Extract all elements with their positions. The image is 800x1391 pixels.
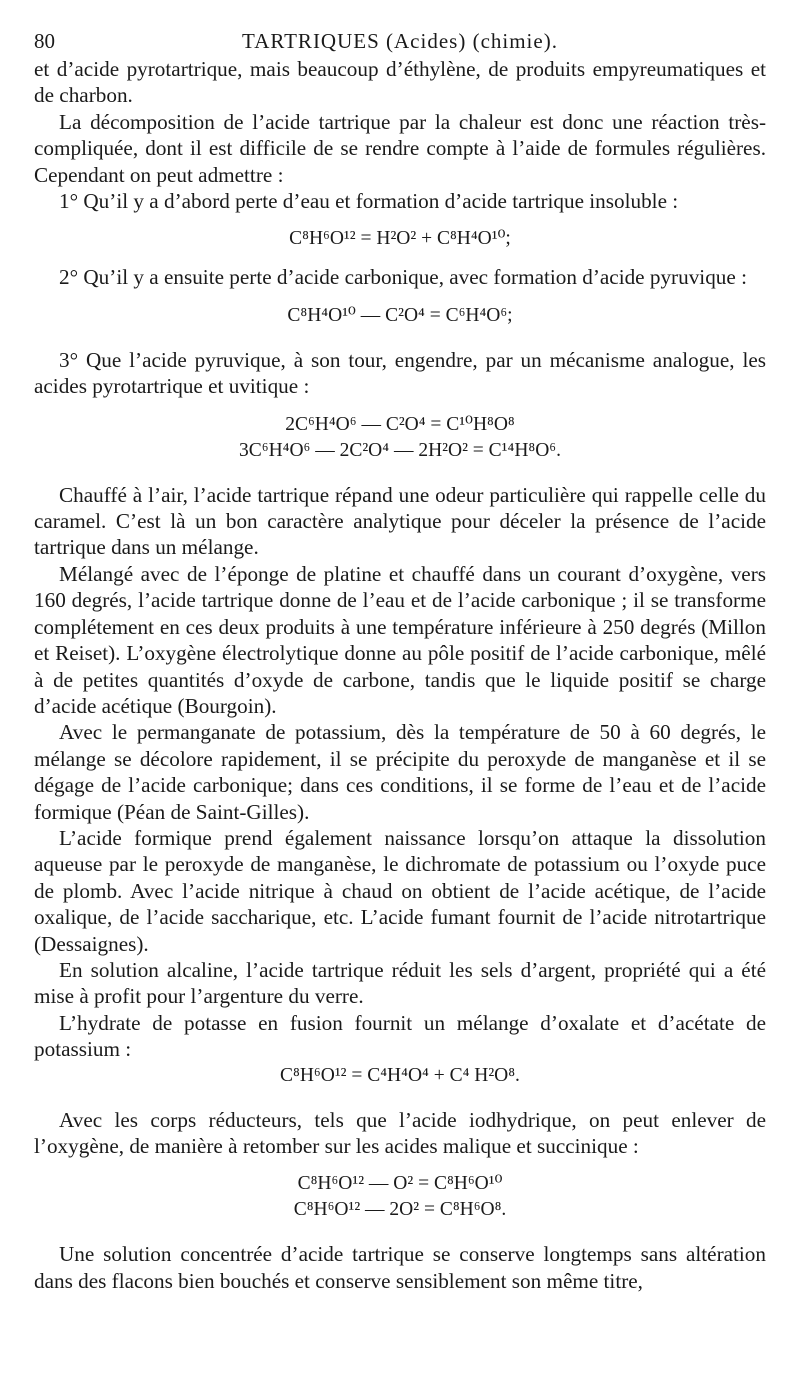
paragraph-13: Une solution concentrée d’acide tartrique se conserve longtemps sans altération dans des flacons bien bouchés et conserve sensiblement son même titre, — [34, 1242, 766, 1293]
paragraph-9: L’acide formique prend également naissance lorsqu’on attaque la dissolution aqueuse par le peroxyde de manganèse, le dichromate de potassium ou l’oxyde puce de plomb. Avec l’acide nitrique à chaud on obtient de l’acide acétique, de l’acide oxalique, de l’acide saccharique, etc. L’acide fumant fournit de l’acide nitrotartrique (Dessaignes). — [34, 825, 766, 956]
equation-3: 2C⁶H⁴O⁶ — C²O⁴ = C¹⁰H⁸O⁸ — [285, 413, 515, 435]
page-header — [34, 26, 766, 56]
document-page — [34, 26, 766, 1294]
paragraph-6: Chauffé à l’air, l’acide tartrique répand une odeur particulière qui rappelle celle du caramel. C’est là un bon caractère analytique pour déceler la présence de l’acide tartrique dans un mélange. — [34, 482, 766, 560]
paragraph-8: Avec le permanganate de potassium, dès la température de 50 à 60 degrés, le mélange se décolore rapidement, il se précipite du peroxyde de manganèse et il se dégage de l’acide carbonique; dans ces conditions, il se forme de l’eau et de l’acide formique (Péan de Saint-Gilles). — [34, 720, 766, 824]
equation-5: C⁸H⁶O¹² = C⁴H⁴O⁴ + C⁴ H²O⁸. — [280, 1064, 520, 1086]
equation-4: 3C⁶H⁴O⁶ — 2C²O⁴ — 2H²O² = C¹⁴H⁸O⁶. — [239, 439, 561, 461]
running-title: TARTRIQUES (Acides) (chimie). — [242, 29, 558, 53]
paragraph-1: et d’acide pyrotartrique, mais beaucoup d’éthylène, de produits empyreumatiques et de charbon. — [34, 57, 766, 108]
equation-2: C⁸H⁴O¹⁰ — C²O⁴ = C⁶H⁴O⁶; — [287, 304, 513, 326]
page-number: 80 — [34, 29, 55, 53]
paragraph-5: 3° Que l’acide pyruvique, à son tour, engendre, par un mécanisme analogue, les acides pyrotartrique et uvitique : — [34, 347, 766, 399]
paragraph-12: Avec les corps réducteurs, tels que l’acide iodhydrique, on peut enlever de l’oxygène, de manière à retomber sur les acides malique et succinique : — [34, 1107, 766, 1158]
paragraph-10: En solution alcaline, l’acide tartrique réduit les sels d’argent, propriété qui a été mise à profit pour l’argenture du verre. — [34, 957, 766, 1009]
paragraph-2: La décomposition de l’acide tartrique par la chaleur est donc une réaction très-compliquée, dont il est difficile de se rendre compte à l’aide de formules régulières. Cependant on peut admettre : — [34, 109, 766, 187]
paragraph-3: 1° Qu’il y a d’abord perte d’eau et formation d’acide tartrique insoluble : — [59, 189, 679, 214]
paragraph-11: L’hydrate de potasse en fusion fournit un mélange d’oxalate et d’acétate de potassium : — [34, 1010, 766, 1062]
paragraph-7: Mélangé avec de l’éponge de platine et chauffé dans un courant d’oxygène, vers 160 degrés, l’acide tartrique donne de l’eau et de l’acide carbonique ; il se transforme complétement en ces deux produits à une température inférieure à 250 degrés (Millon et Reiset). L’oxygène électrolytique donne au pôle positif de l’acide carbonique, mêlé à de petites quantités d’oxyde de carbone, tandis que le liquide positif se charge d’acide acétique (Bourgoin). — [34, 561, 766, 718]
equation-6: C⁸H⁶O¹² — O² = C⁸H⁶O¹⁰ — [297, 1173, 503, 1195]
equation-1: C⁸H⁶O¹² = H²O² + C⁸H⁴O¹⁰; — [289, 228, 511, 250]
paragraph-4: 2° Qu’il y a ensuite perte d’acide carbonique, avec formation d’acide pyruvique : — [59, 265, 747, 290]
equation-7: C⁸H⁶O¹² — 2O² = C⁸H⁶O⁸. — [293, 1199, 507, 1221]
